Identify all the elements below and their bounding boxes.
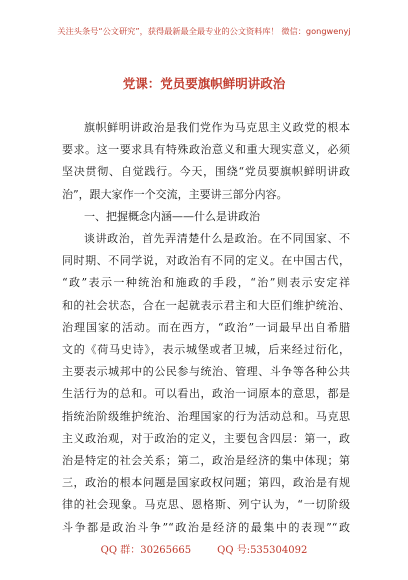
paragraph-line: 坚决贯彻、自觉践行。今天，围绕“党员要旗帜鲜明讲政 — [62, 165, 350, 179]
header-promo-note: 关注头条号“公文研究”，获得最新最全最专业的公文资料库！ 微信：gongwenyj — [57, 26, 351, 36]
paragraph-line: 文的《荷马史诗》，表示城堡或者卫城，后来经过衍化， — [62, 343, 350, 357]
paragraph-line: 和的社会状态，合在一起就表示君主和大臣们维护统治、 — [62, 298, 350, 312]
paragraph-line: 斗争都是政治斗争”“政治是经济的最集中的表现”“政 — [62, 520, 350, 534]
document-title: 党课：党员要旗帜鲜明讲政治 — [122, 76, 286, 91]
paragraph-line: 治理国家的活动。而在西方，“政治”一词最早出自希腊 — [62, 320, 350, 334]
document-body — [62, 117, 350, 539]
paragraph-line: 谈讲政治，首先弄清楚什么是政治。在不同国家、不 — [84, 232, 350, 246]
paragraph-line: “政”表示一种统治和施政的手段，“治”则表示安定祥 — [62, 276, 350, 290]
footer-contact — [0, 541, 408, 556]
paragraph-line: 指统治阶级维护统治、治理国家的行为活动总和。马克思 — [62, 409, 350, 423]
paragraph-line: 要求。这一要求具有特殊政治意义和重大现实意义，必须 — [62, 143, 350, 157]
footer-qq-group: QQ 群：30265665 — [100, 545, 192, 556]
paragraph-line: 旗帜鲜明讲政治是我们党作为马克思主义政党的根本 — [84, 121, 350, 134]
section-heading: 一、把握概念内涵——什么是讲政治 — [84, 209, 260, 223]
footer-qq-number: QQ 号:535304092 — [217, 545, 308, 556]
paragraph-line: 治”，跟大家作一个交流，主要讲三部分内容。 — [62, 187, 288, 201]
paragraph-line: 主义政治观，对于政治的定义，主要包含四层：第一，政 — [62, 431, 350, 445]
paragraph-line: 同时期、不同学说，对政治有不同的定义。在中国古代， — [62, 254, 350, 268]
paragraph-line: 三，政治的根本问题是国家政权问题；第四，政治是有规 — [62, 476, 350, 490]
paragraph-line: 主要表示城邦中的公民参与统治、管理、斗争等各种公共 — [62, 365, 350, 379]
paragraph-line: 治是特定的社会关系；第二，政治是经济的集中体现；第 — [62, 454, 350, 468]
paragraph-line: 生活行为的总和。可以看出，政治一词原本的意思，都是 — [62, 387, 350, 401]
paragraph-line: 律的社会现象。马克思、恩格斯、列宁认为，“一切阶级 — [62, 498, 350, 512]
